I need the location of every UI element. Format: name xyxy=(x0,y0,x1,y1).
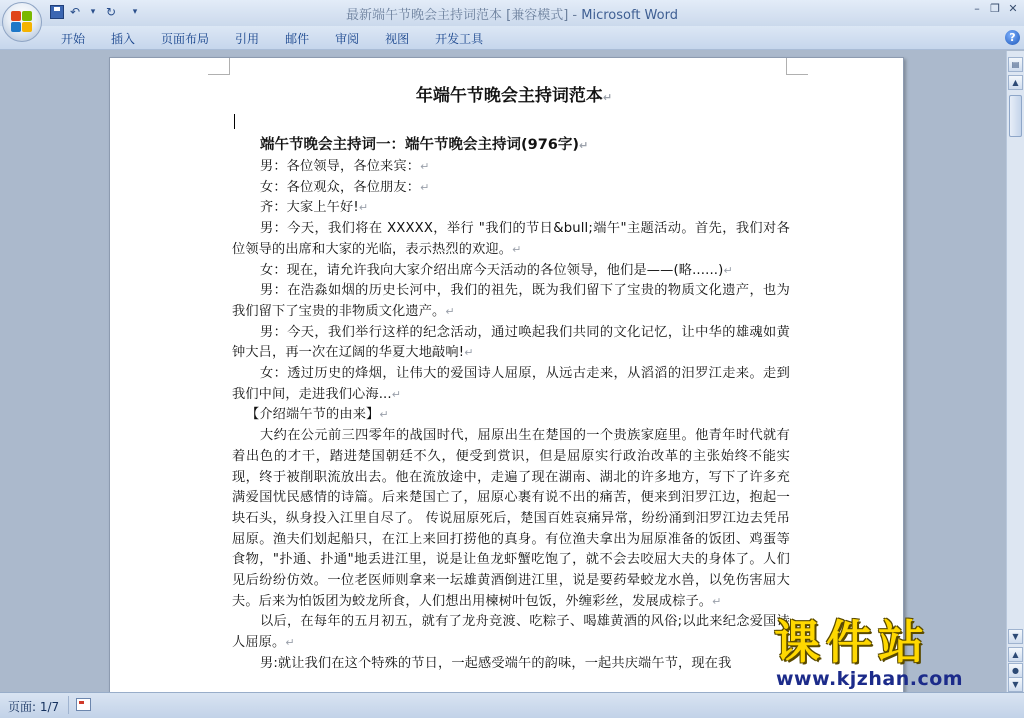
tab-developer[interactable]: 开发工具 xyxy=(435,32,484,46)
browse-object-icon[interactable]: ● xyxy=(1008,663,1023,678)
title-bar xyxy=(0,0,1024,26)
scroll-up-icon[interactable]: ▲ xyxy=(1008,75,1023,90)
paragraph: 男：在浩淼如烟的历史长河中，我们的祖先，既为我们留下了宝贵的物质文化遗产，也为我们留下了宝贵的非物质文化遗产。↵ xyxy=(232,283,790,319)
watermark-url: www.kjzhan.com xyxy=(776,668,964,690)
tab-review[interactable]: 审阅 xyxy=(335,32,360,46)
restore-icon[interactable]: ❐ xyxy=(990,2,1000,15)
minimize-icon[interactable]: – xyxy=(974,2,980,15)
vertical-scrollbar[interactable] xyxy=(1006,51,1024,692)
document-body[interactable] xyxy=(232,84,790,675)
tab-home[interactable]: 开始 xyxy=(61,32,86,46)
paragraph: 男：各位领导，各位来宾：↵ xyxy=(260,159,430,174)
tab-view[interactable]: 视图 xyxy=(385,32,410,46)
paragraph: 男：今天，我们举行这样的纪念活动，通过唤起我们共同的文化记忆，让中华的雄魂如黄钟大吕，再一次在辽阔的华夏大地敲响!↵ xyxy=(232,324,790,361)
margin-corner-top-left xyxy=(208,58,230,75)
tab-mailings[interactable]: 邮件 xyxy=(285,32,310,46)
paragraph: 齐：大家上午好!↵ xyxy=(260,200,369,216)
subheading: 端午节晚会主持词一：端午节晚会主持词(976字)↵ xyxy=(260,137,589,153)
previous-page-icon[interactable]: ▲ xyxy=(1008,647,1023,662)
tab-page-layout[interactable]: 页面布局 xyxy=(161,32,210,46)
window-controls xyxy=(970,2,1020,15)
office-button[interactable] xyxy=(2,2,42,42)
document-area[interactable] xyxy=(0,51,1006,692)
window-title xyxy=(0,4,1024,23)
paragraph: 女：现在，请允许我向大家介绍出席今天活动的各位领导，他们是——(略......)↵ xyxy=(260,262,733,278)
tab-references[interactable]: 引用 xyxy=(235,32,260,46)
ruler-toggle-icon[interactable]: ▤ xyxy=(1008,57,1023,72)
close-icon[interactable]: ✕ xyxy=(1008,2,1018,15)
paragraph: 男：今天，我们将在 XXXXX，举行 "我们的节日&bull;端午"主题活动。首先，我们对各位领导的出席和大家的光临，表示热烈的欢迎。↵ xyxy=(232,221,790,257)
document-heading: 年端午节晚会主持词范本↵ xyxy=(415,86,613,106)
empty-line xyxy=(232,110,790,134)
margin-corner-top-right xyxy=(786,58,808,75)
watermark-brand: 课件站 xyxy=(774,615,930,669)
document-page[interactable] xyxy=(109,57,904,692)
paragraph: 男:就让我们在这个特殊的节日，一起感受端午的韵味，一起共庆端午节，现在我 xyxy=(260,655,732,671)
paragraph: 大约在公元前三四零年的战国时代，屈原出生在楚国的一个贵族家庭里。他青年时代就有着出色的才干，踏进楚国朝廷不久，便受到赏识，但是屈原实行政治改革的主张始终不能实现，终于被削职流放出去。他在流放途中，走遍了现在湖南、湖北的许多地方，写下了许多充满爱国忧民感情的诗篇。后来楚国亡了，屈原心裹有说不出的痛苦，便来到汨罗江边，抱起一块石头，纵身投入江里自尽了。 传说屈原死后，楚国百姓哀痛异常，纷纷涌到汨罗江边去凭吊屈原。渔夫们划起船只，在江上来回打捞他的真身。有位渔夫拿出为屈原准备的饭团、鸡蛋等食物，"扑通、扑通"地丢进江里，说是让鱼龙虾蟹吃饱了，就不会去咬屈大夫的身体了。人们见后纷纷仿效。一位老医师则拿来一坛雄黄酒倒进江里，说是要药晕蛟龙水兽，以免伤害屈大夫。后来为怕饭团为蛟龙所食，人们想出用楝树叶包饭，外缠彩丝，发展成棕子。↵ xyxy=(232,428,790,609)
tab-insert[interactable]: 插入 xyxy=(111,32,136,46)
app-name: Microsoft Word xyxy=(581,8,678,23)
paragraph: 以后，在每年的五月初五，就有了龙舟竞渡、吃粽子、喝雄黄酒的风俗;以此来纪念爱国诗人屈原。↵ xyxy=(232,614,790,651)
help-icon[interactable]: ? xyxy=(1005,30,1020,45)
paragraph: 女：透过历史的烽烟，让伟大的爱国诗人屈原，从远古走来，从滔滔的汨罗江走来。走到我们中间，走进我们心海...↵ xyxy=(232,366,790,402)
undo-icon[interactable]: ↶ xyxy=(69,5,81,19)
next-page-icon[interactable]: ▼ xyxy=(1008,677,1023,692)
page-indicator[interactable]: 页面: 1/7 xyxy=(8,700,60,714)
status-bar xyxy=(0,692,1024,718)
ribbon-tabs-bar xyxy=(0,26,1024,50)
document-name: 最新端午节晚会主持词范本 [兼容模式] xyxy=(346,8,569,23)
title-separator: - xyxy=(568,8,582,23)
scroll-down-icon[interactable]: ▼ xyxy=(1008,629,1023,644)
undo-dropdown-icon[interactable]: ▾ xyxy=(90,7,96,17)
redo-icon[interactable]: ↻ xyxy=(105,5,117,19)
scroll-thumb[interactable] xyxy=(1009,95,1022,137)
proofing-icon[interactable] xyxy=(76,698,91,711)
office-logo-icon xyxy=(11,11,33,33)
section-heading: 【介绍端午节的由来】↵ xyxy=(246,407,389,423)
paragraph: 女：各位观众，各位朋友：↵ xyxy=(260,179,430,195)
customize-toolbar-icon[interactable]: ▾ xyxy=(132,7,138,17)
ribbon-tabs xyxy=(48,30,496,48)
status-divider xyxy=(68,696,69,714)
text-cursor xyxy=(234,114,235,129)
